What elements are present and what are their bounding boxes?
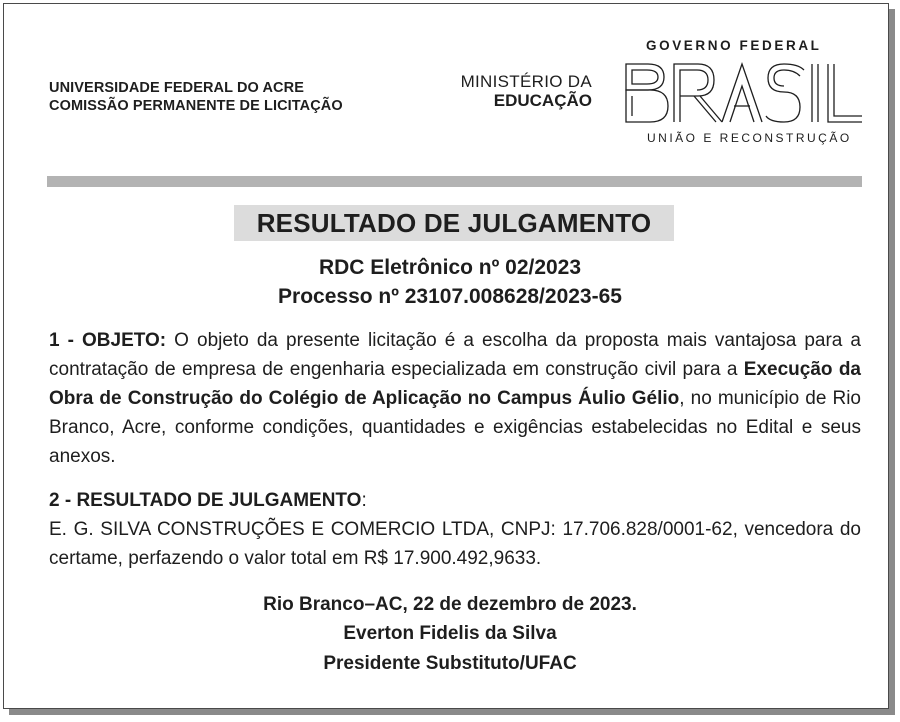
resultado-label: 2 - RESULTADO DE JULGAMENTO — [49, 490, 362, 511]
resultado-text: E. G. SILVA CONSTRUÇÕES E COMERCIO LTDA, CNPJ: 17.706.828/0001-62, vencedora do certame, perfazendo o valor total em R$ 17.900.492,9633. — [49, 519, 861, 569]
commission-name: COMISSÃO PERMANENTE DE LICITAÇÃO — [49, 98, 343, 114]
gov-label: GOVERNO FEDERAL — [646, 38, 822, 53]
signatory-name: Everton Fidelis da Silva — [343, 623, 557, 644]
university-name: UNIVERSIDADE FEDERAL DO ACRE — [49, 80, 304, 96]
slogan: UNIÃO E RECONSTRUÇÃO — [647, 131, 852, 145]
ministry-line1: MINISTÉRIO DA — [460, 72, 592, 91]
ministry-block — [440, 72, 592, 110]
title-box — [234, 205, 674, 241]
objeto-text-a: O objeto da presente licitação é a escolha da proposta mais vantajosa para a contratação de empresa de engenharia especializada em construção civil para a — [49, 330, 861, 380]
resultado-section — [49, 486, 861, 573]
page-title: RESULTADO DE JULGAMENTO — [256, 207, 652, 238]
header-divider — [47, 176, 862, 187]
resultado-colon: : — [361, 490, 367, 511]
resultado-heading — [49, 486, 861, 515]
objeto-text-b: , no município de Rio Branco, Acre, conforme condições, quantidades e exigências estabelecidas no Edital e seus anexos. — [49, 388, 861, 467]
institution-block — [49, 79, 343, 115]
objeto-bold: Execução da Obra de Construção do Colégio de Aplicação no Campus Áulio Gélio — [49, 359, 861, 409]
ministry-line2: EDUCAÇÃO — [493, 91, 592, 110]
place-date: Rio Branco–AC, 22 de dezembro de 2023. — [263, 594, 637, 615]
signatory-role: Presidente Substituto/UFAC — [323, 653, 577, 674]
rdc-number: RDC Eletrônico nº 02/2023 — [318, 256, 582, 279]
brasil-logo — [624, 62, 864, 124]
objeto-paragraph — [49, 326, 861, 471]
process-number: Processo nº 23107.008628/2023-65 — [278, 285, 622, 308]
objeto-label: 1 - OBJETO: — [49, 330, 167, 351]
